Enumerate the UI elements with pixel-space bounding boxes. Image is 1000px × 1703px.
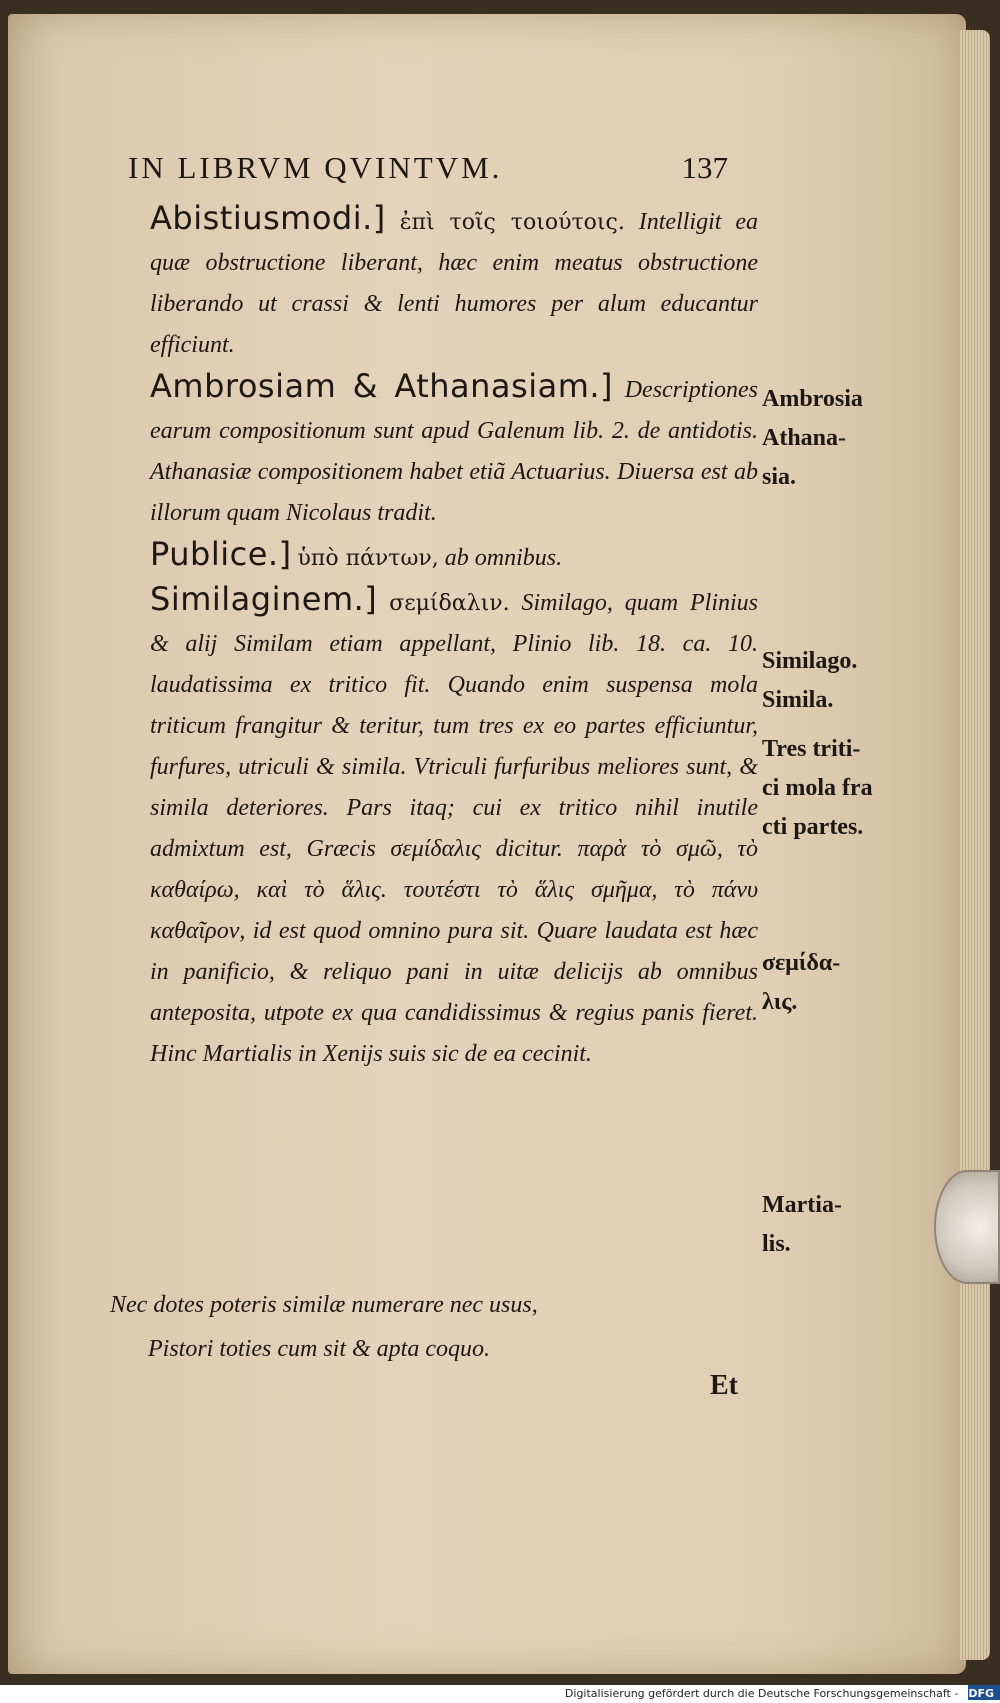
lemma: Ambrosiam & Athanasiam.] (150, 367, 614, 405)
marginal-note-ambrosia (762, 380, 902, 497)
footer-text: Digitalisierung gefördert durch die Deutsche Forschungsgemeinschaft - (564, 1687, 959, 1700)
verse-line-2: Pistori toties cum sit & apta coquo. (148, 1336, 490, 1362)
paragraph-text: Descriptiones earum compositionum sunt apud Galenum lib. 2. de antidotis. Athanasiæ compositionem habet etiã Actuarius. Diuersa est ab illorum quam Nicolaus tradit. (150, 377, 759, 526)
page-edges (960, 30, 990, 1660)
paragraph-1 (150, 198, 758, 366)
marginal-line: Martia- (762, 1192, 842, 1218)
marginal-line: Simila. (762, 687, 834, 713)
catchword: Et (710, 1370, 738, 1401)
greek-text: σεμίδαλιν. (389, 591, 510, 616)
marginal-line: Athana- (762, 425, 847, 451)
digitization-footer (0, 1685, 1000, 1703)
marginal-line: σεμίδα- (762, 950, 841, 976)
marginal-note-martialis (762, 1186, 902, 1264)
page-number: 137 (681, 150, 728, 185)
marginal-line: lis. (762, 1231, 791, 1257)
marginal-line: Ambrosia (762, 386, 863, 412)
marginal-line: Tres triti- (762, 736, 861, 762)
marginal-note-tres-tritici (762, 730, 902, 847)
paragraph-3 (150, 534, 758, 579)
marginal-line: Similago. (762, 648, 858, 674)
paragraph-text: Similago, quam Plinius & alij Similam etiam appellant, Plinio lib. 18. ca. 10. laudatissima ex tritico fit. Quando enim suspensa mola triticum frangitur & teritur, tum tres ex eo partes efficiuntur, furfures, utriculi & simila. Vtriculi furfuribus meliores sunt, & simila deteriores. Pars itaq; cui ex tritico nihil inutile admixtum est, Græcis σεμίδαλις dicitur. παρὰ τὸ σμῶ, τὸ καθαίρω, καὶ τὸ ἅλις. τουτέστι τὸ ἅλις σμῆμα, τὸ πάνυ καθαῖρον, id est quod omnino pura sit. Quare laudata est hæc in panificio, & reliquo pani in uitæ delicijs ab omnibus anteposita, utpote ex qua candidissimus & regius panis fieret. Hinc Martialis in Xenijs suis sic de ea cecinit. (150, 590, 759, 1067)
greek-text: ὑπὸ πάντων, (297, 546, 439, 571)
marginal-line: ci mola fra (762, 775, 873, 801)
header-title: IN LIBRVM QVINTVM. (128, 150, 503, 185)
marginal-note-semidalis (762, 944, 902, 1022)
lemma: Publice.] (150, 535, 292, 573)
marginal-line: sia. (762, 464, 797, 490)
paragraph-text: ab omnibus. (444, 545, 563, 571)
page-clip (934, 1170, 1000, 1284)
marginal-line: λις. (762, 989, 798, 1015)
lemma: Similaginem.] (150, 580, 378, 618)
marginal-note-similago (762, 642, 902, 720)
marginal-line: cti partes. (762, 814, 864, 840)
lemma: Abistiusmodi.] (150, 199, 386, 237)
greek-text: ἐπὶ τοῖς τοιούτοις. (399, 210, 625, 235)
paragraph-4 (150, 579, 758, 1075)
dfg-logo: DFG (968, 1685, 1000, 1700)
paragraph-2 (150, 366, 758, 534)
paragraph-text: Intelligit ea quæ obstructione liberant, hæc enim meatus obstructione liberando ut crassi & lenti humores per alum educantur efficiunt. (150, 209, 759, 358)
verse-line-1: Nec dotes poteris similæ numerare nec usus, (110, 1292, 538, 1318)
main-text (150, 198, 758, 1075)
running-header (128, 150, 728, 186)
